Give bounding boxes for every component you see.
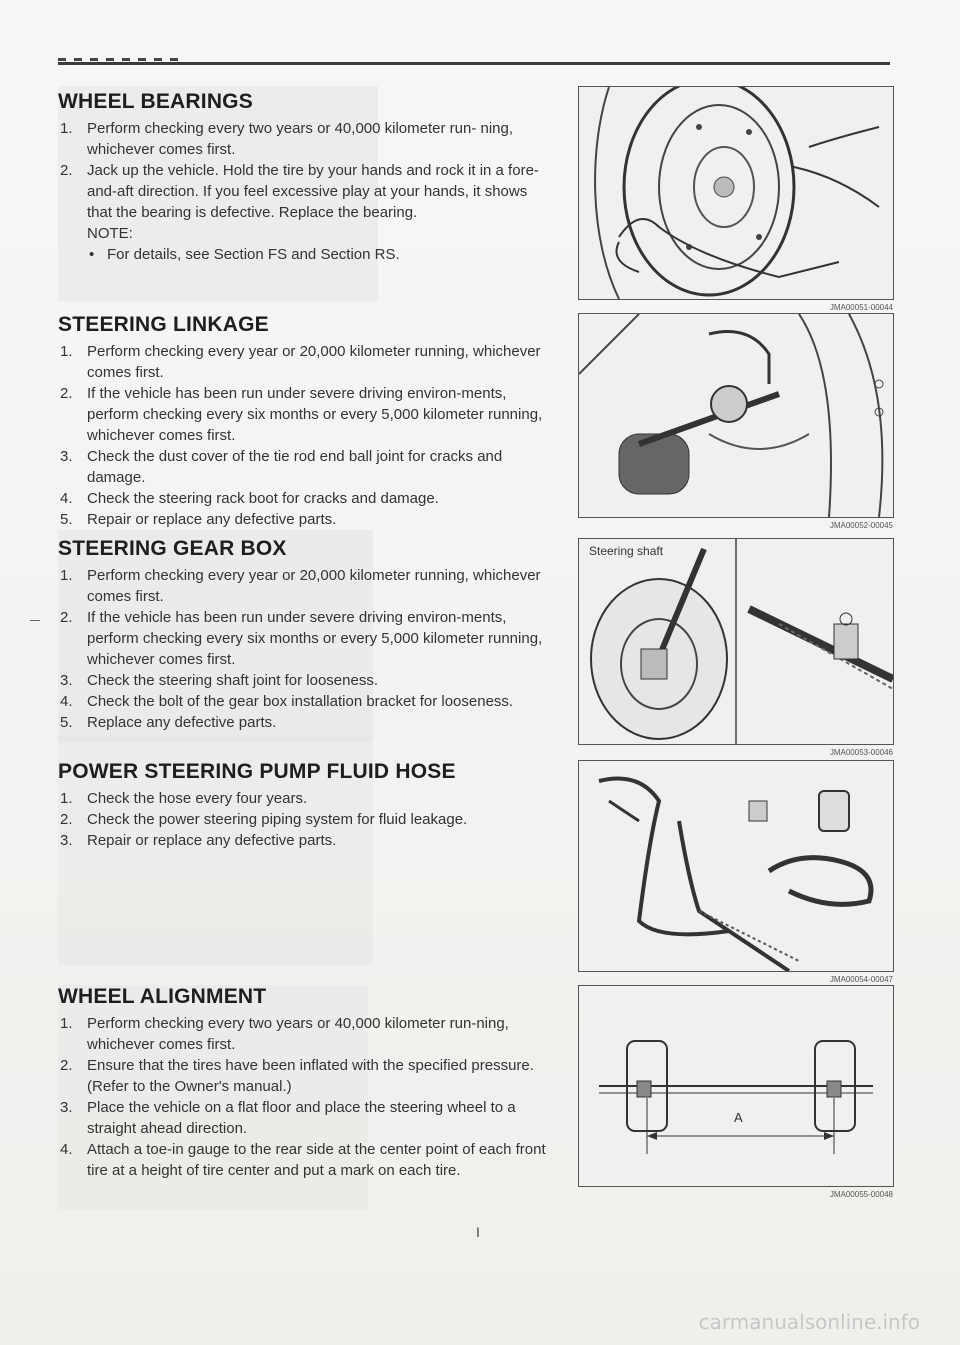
step-number: 1. bbox=[60, 120, 73, 137]
page-number: I bbox=[476, 1224, 480, 1240]
step-item bbox=[58, 809, 548, 830]
step-text: Check the steering rack boot for cracks and damage. bbox=[87, 490, 439, 507]
step-number: 4. bbox=[60, 490, 73, 507]
figure-code: JMA00055-00048 bbox=[829, 1190, 893, 1199]
step-number: 2. bbox=[60, 811, 73, 828]
section-title: STEERING GEAR BOX bbox=[58, 537, 287, 560]
step-text: Perform checking every year or 20,000 kilometer running, whichever comes first. bbox=[87, 567, 541, 605]
figure-wheel-bearing bbox=[578, 86, 894, 312]
figure-code: JMA00051-00044 bbox=[829, 303, 893, 312]
steering-shaft-label: Steering shaft bbox=[589, 544, 664, 558]
step-item bbox=[58, 446, 548, 488]
margin-mark bbox=[30, 620, 40, 621]
step-number: 3. bbox=[60, 832, 73, 849]
step-text: Perform checking every two years or 40,000 kilometer run- ning, whichever comes first. bbox=[87, 120, 514, 158]
step-list bbox=[58, 788, 548, 851]
bullet-dot: • bbox=[89, 246, 95, 263]
step-list bbox=[58, 118, 548, 223]
header-rule bbox=[58, 62, 890, 65]
step-text: Perform checking every year or 20,000 kilometer running, whichever comes first. bbox=[87, 343, 541, 381]
section-steering-linkage bbox=[58, 313, 548, 530]
step-item bbox=[58, 712, 548, 733]
step-number: 1. bbox=[60, 567, 73, 584]
tie-rod-illustration bbox=[579, 314, 893, 517]
step-number: 2. bbox=[60, 1057, 73, 1074]
steering-shaft-illustration bbox=[579, 539, 893, 744]
step-text: Check the bolt of the gear box installation bracket for looseness. bbox=[87, 693, 514, 710]
step-text: If the vehicle has been run under severe driving environ-ments, perform checking every six months or every 5,000 kilometer running, whichever comes first. bbox=[87, 385, 543, 444]
step-item bbox=[58, 830, 548, 851]
note-bullet bbox=[58, 244, 548, 265]
step-text: Ensure that the tires have been inflated with the specified pressure. (Refer to the Owner's manual.) bbox=[87, 1057, 534, 1095]
step-text: Check the steering shaft joint for looseness. bbox=[87, 672, 378, 689]
hose-illustration bbox=[579, 761, 893, 971]
step-item bbox=[58, 383, 548, 446]
figure-steering-gear-box bbox=[578, 538, 894, 757]
step-number: 5. bbox=[60, 714, 73, 731]
step-item bbox=[58, 1139, 548, 1181]
figure-wheel-alignment bbox=[578, 985, 894, 1199]
section-title: WHEEL ALIGNMENT bbox=[58, 985, 267, 1008]
step-number: 4. bbox=[60, 1141, 73, 1158]
section-power-steering-hose bbox=[58, 760, 548, 851]
step-text: Check the dust cover of the tie rod end ball joint for cracks and damage. bbox=[87, 448, 503, 486]
figure-steering-linkage bbox=[578, 313, 894, 530]
step-item bbox=[58, 670, 548, 691]
step-number: 3. bbox=[60, 672, 73, 689]
step-list bbox=[58, 1013, 548, 1181]
figure-code: JMA00054-00047 bbox=[829, 975, 893, 984]
step-text: Repair or replace any defective parts. bbox=[87, 832, 337, 849]
section-title: POWER STEERING PUMP FLUID HOSE bbox=[58, 760, 456, 783]
step-number: 1. bbox=[60, 1015, 73, 1032]
step-number: 1. bbox=[60, 790, 73, 807]
step-text: If the vehicle has been run under severe driving environ-ments, perform checking every six months or every 5,000 kilometer running, whichever comes first. bbox=[87, 609, 543, 668]
section-wheel-alignment bbox=[58, 985, 548, 1181]
step-item bbox=[58, 341, 548, 383]
step-text: Replace any defective parts. bbox=[87, 714, 277, 731]
step-text: Attach a toe-in gauge to the rear side at the center point of each front tire at a height of tire center and put a mark on each tire. bbox=[87, 1141, 546, 1179]
step-number: 4. bbox=[60, 693, 73, 710]
wheel-bearing-illustration bbox=[579, 87, 893, 299]
figure-code: JMA00052-00045 bbox=[829, 521, 893, 530]
step-item bbox=[58, 488, 548, 509]
step-text: Check the power steering piping system for fluid leakage. bbox=[87, 811, 468, 828]
step-number: 3. bbox=[60, 1099, 73, 1116]
header-dashes bbox=[58, 58, 178, 61]
step-item bbox=[58, 118, 548, 160]
step-text: Check the hose every four years. bbox=[87, 790, 308, 807]
step-text: Repair or replace any defective parts. bbox=[87, 511, 337, 528]
step-item bbox=[58, 1055, 548, 1097]
step-item bbox=[58, 1097, 548, 1139]
step-number: 3. bbox=[60, 448, 73, 465]
step-item bbox=[58, 691, 548, 712]
step-item bbox=[58, 607, 548, 670]
watermark: carmanualsonline.info bbox=[698, 1310, 920, 1334]
figure-code: JMA00053-00046 bbox=[829, 748, 893, 757]
step-text: Jack up the vehicle. Hold the tire by your hands and rock it in a fore-and-aft direction. If you feel excessive play at your hands, it shows that the bearing is defective. Replace the bearing. bbox=[87, 162, 539, 221]
note-label: NOTE: bbox=[87, 225, 133, 242]
step-number: 2. bbox=[60, 162, 73, 179]
step-number: 2. bbox=[60, 385, 73, 402]
step-item bbox=[58, 160, 548, 223]
step-number: 1. bbox=[60, 343, 73, 360]
step-number: 2. bbox=[60, 609, 73, 626]
dimension-label: A bbox=[734, 1110, 743, 1125]
step-number: 5. bbox=[60, 511, 73, 528]
section-title: STEERING LINKAGE bbox=[58, 313, 269, 336]
step-text: Place the vehicle on a flat floor and place the steering wheel to a straight ahead direction. bbox=[87, 1099, 516, 1137]
step-list bbox=[58, 565, 548, 733]
step-item bbox=[58, 788, 548, 809]
section-wheel-bearings bbox=[58, 90, 548, 265]
section-steering-gear-box bbox=[58, 537, 548, 733]
step-text: Perform checking every two years or 40,000 kilometer run-ning, whichever comes first. bbox=[87, 1015, 509, 1053]
figure-power-steering-hose bbox=[578, 760, 894, 984]
section-title: WHEEL BEARINGS bbox=[58, 90, 253, 113]
bullet-text: For details, see Section FS and Section RS. bbox=[107, 246, 400, 263]
step-item bbox=[58, 1013, 548, 1055]
alignment-illustration bbox=[579, 986, 893, 1186]
step-list bbox=[58, 341, 548, 530]
step-item bbox=[58, 509, 548, 530]
step-item bbox=[58, 565, 548, 607]
